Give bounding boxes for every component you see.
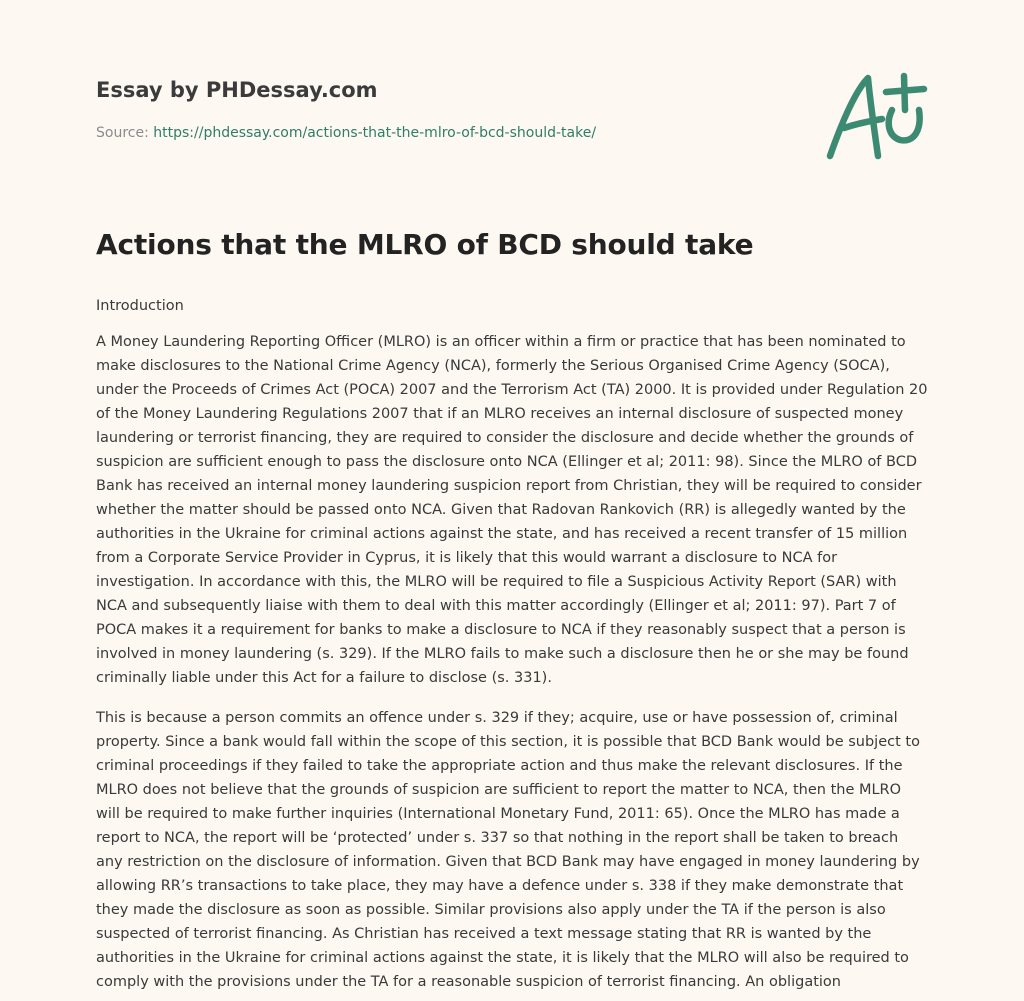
page-header bbox=[96, 74, 796, 143]
article-title: Actions that the MLRO of BCD should take bbox=[96, 228, 754, 261]
section-heading: Introduction bbox=[96, 298, 184, 314]
source-link[interactable]: https://phdessay.com/actions-that-the-mlro-of-bcd-should-take/ bbox=[153, 125, 597, 141]
site-brand: Essay by PHDessay.com bbox=[96, 78, 378, 102]
a-plus-logo-icon bbox=[822, 70, 928, 164]
article-paragraph: This is because a person commits an offence under s. 329 if they; acquire, use or have possession of, criminal property. Since a bank would fall within the scope of this section, it is possible that BCD Bank would be subject to criminal proceedings if they failed to take the appropriate action and thus make the relevant disclosures. If the MLRO does not believe that the grounds of suspicion are sufficient to report the matter to NCA, then the MLRO will be required to make further inquiries (International Monetary Fund, 2011: 65). Once the MLRO has made a report to NCA, the report will be ‘protected’ under s. 337 so that nothing in the report shall be taken to breach any restriction on the disclosure of information. Given that BCD Bank may have engaged in money laundering by allowing RR’s transactions to take place, they may have a defence under s. 338 if they make demonstrate that they made the disclosure as soon as possible. Similar provisions also apply under the TA if the person is also suspected of terrorist financing. As Christian has received a text message stating that RR is wanted by the authorities in the Ukraine for criminal actions against the state, it is likely that the MLRO will also be required to comply with the provisions under the TA for a reasonable suspicion of terrorist financing. An obligation bbox=[96, 710, 920, 990]
source-label: Source: bbox=[96, 125, 149, 141]
article-paragraph: A Money Laundering Reporting Officer (MLRO) is an officer within a firm or practice that has been nominated to make disclosures to the National Crime Agency (NCA), formerly the Serious Organised Crime Agency (SOCA), under the Proceeds of Crimes Act (POCA) 2007 and the Terrorism Act (TA) 2000. It is provided under Regulation 20 of the Money Laundering Regulations 2007 that if an MLRO receives an internal disclosure of suspected money laundering or terrorist financing, they are required to consider the disclosure and decide whether the grounds of suspicion are sufficient enough to pass the disclosure onto NCA (Ellinger et al; 2011: 98). Since the MLRO of BCD Bank has received an internal money laundering suspicion report from Christian, they will be required to consider whether the matter should be passed onto NCA. Given that Radovan Rankovich (RR) is allegedly wanted by the authorities in the Ukraine for criminal actions against the state, and has received a recent transfer of 15 million from a Corporate Service Provider in Cyprus, it is likely that this would warrant a disclosure to NCA for investigation. In accordance with this, the MLRO will be required to file a Suspicious Activity Report (SAR) with NCA and subsequently liaise with them to deal with this matter accordingly (Ellinger et al; 2011: 97). Part 7 of POCA makes it a requirement for banks to make a disclosure to NCA if they reasonably suspect that a person is involved in money laundering (s. 329). If the MLRO fails to make such a disclosure then he or she may be found criminally liable under this Act for a failure to disclose (s. 331). bbox=[96, 334, 928, 686]
article bbox=[96, 223, 928, 994]
source-line bbox=[96, 123, 796, 143]
